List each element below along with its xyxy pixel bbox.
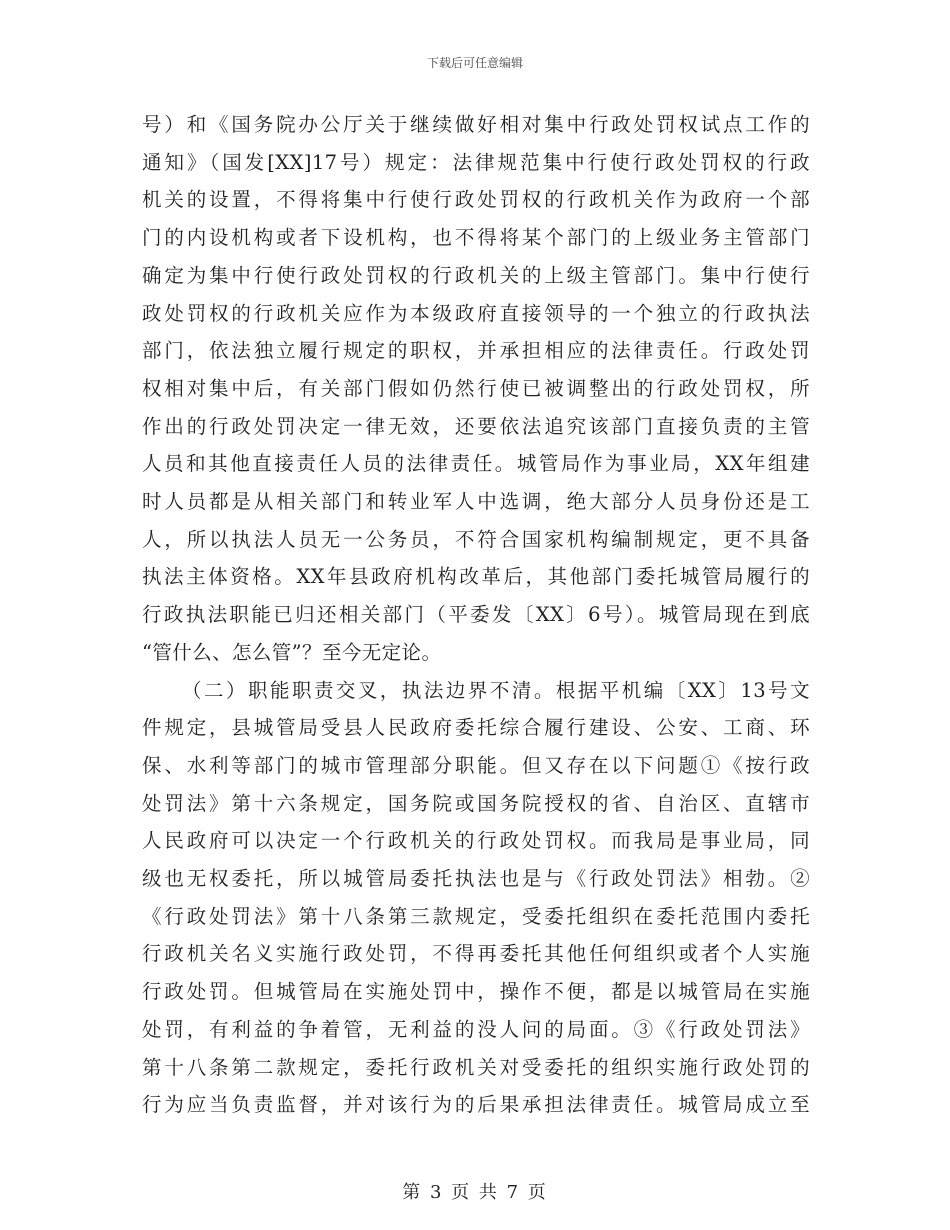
text-line: 《行政处罚法》第十八条第三款规定，受委托组织在委托范围内委托	[142, 904, 810, 928]
text-line: 第十八条第二款规定，委托行政机关对受委托的组织实施行政处罚的	[142, 1055, 810, 1079]
text-line: 通知》（国发[XX]17号）规定：法律规范集中行使行政处罚权的行政	[142, 150, 810, 174]
text-line: 行为应当负责监督，并对该行为的后果承担法律责任。城管局成立至	[142, 1093, 810, 1117]
page-number: 第 3 页 共 7 页	[402, 1182, 548, 1203]
text-line: “管什么、怎么管”？至今无定论。	[142, 640, 442, 664]
text-line: 人员和其他直接责任人员的法律责任。城管局作为事业局，XX年组建	[142, 452, 810, 476]
paragraph-2	[142, 672, 810, 1124]
text-line: （二）职能职责交叉，执法边界不清。根据平机编〔XX〕13号文	[182, 678, 810, 702]
text-line: 件规定，县城管局受县人民政府委托综合履行建设、公安、工商、环	[142, 716, 810, 740]
text-line: 级也无权委托，所以城管局委托执法也是与《行政处罚法》相勃。②	[142, 867, 810, 891]
text-line: 号）和《国务院办公厅关于继续做好相对集中行政处罚权试点工作的	[142, 113, 810, 136]
text-line: 处罚，有利益的争着管，无利益的没人问的局面。③《行政处罚法》	[142, 1017, 810, 1041]
text-line: 确定为集中行使行政处罚权的行政机关的上级主管部门。集中行使行	[142, 263, 810, 287]
text-line: 行政处罚。但城管局在实施处罚中，操作不便，都是以城管局在实施	[142, 980, 810, 1004]
text-line: 部门，依法独立履行规定的职权，并承担相应的法律责任。行政处罚	[142, 339, 810, 363]
text-line: 权相对集中后，有关部门假如仍然行使已被调整出的行政处罚权，所	[142, 376, 810, 400]
text-line: 保、水利等部门的城市管理部分职能。但又存在以下问题①《按行政	[142, 753, 810, 777]
text-line: 行政执法职能已归还相关部门（平委发〔XX〕6号）。城管局现在到底	[142, 603, 810, 627]
text-line: 政处罚权的行政机关应作为本级政府直接领导的一个独立的行政执法	[142, 301, 810, 325]
text-line: 作出的行政处罚决定一律无效，还要依法追究该部门直接负责的主管	[142, 414, 810, 438]
text-line: 处罚法》第十六条规定，国务院或国务院授权的省、自治区、直辖市	[142, 791, 810, 815]
page-header: 下载后可任意编辑	[426, 56, 523, 70]
document-body	[142, 106, 810, 1124]
paragraph-1	[142, 106, 810, 672]
text-line: 时人员都是从相关部门和转业军人中选调，绝大部分人员身份还是工	[142, 490, 810, 514]
text-line: 执法主体资格。XX年县政府机构改革后，其他部门委托城管局履行的	[142, 565, 810, 589]
text-line: 门的内设机构或者下设机构，也不得将某个部门的上级业务主管部门	[142, 226, 810, 250]
text-line: 机关的设置，不得将集中行使行政处罚权的行政机关作为政府一个部	[142, 188, 810, 212]
text-line: 行政机关名义实施行政处罚，不得再委托其他任何组织或者个人实施	[142, 942, 810, 966]
text-line: 人民政府可以决定一个行政机关的行政处罚权。而我局是事业局，同	[142, 829, 810, 853]
text-line: 人，所以执法人员无一公务员，不符合国家机构编制规定，更不具备	[142, 527, 810, 551]
